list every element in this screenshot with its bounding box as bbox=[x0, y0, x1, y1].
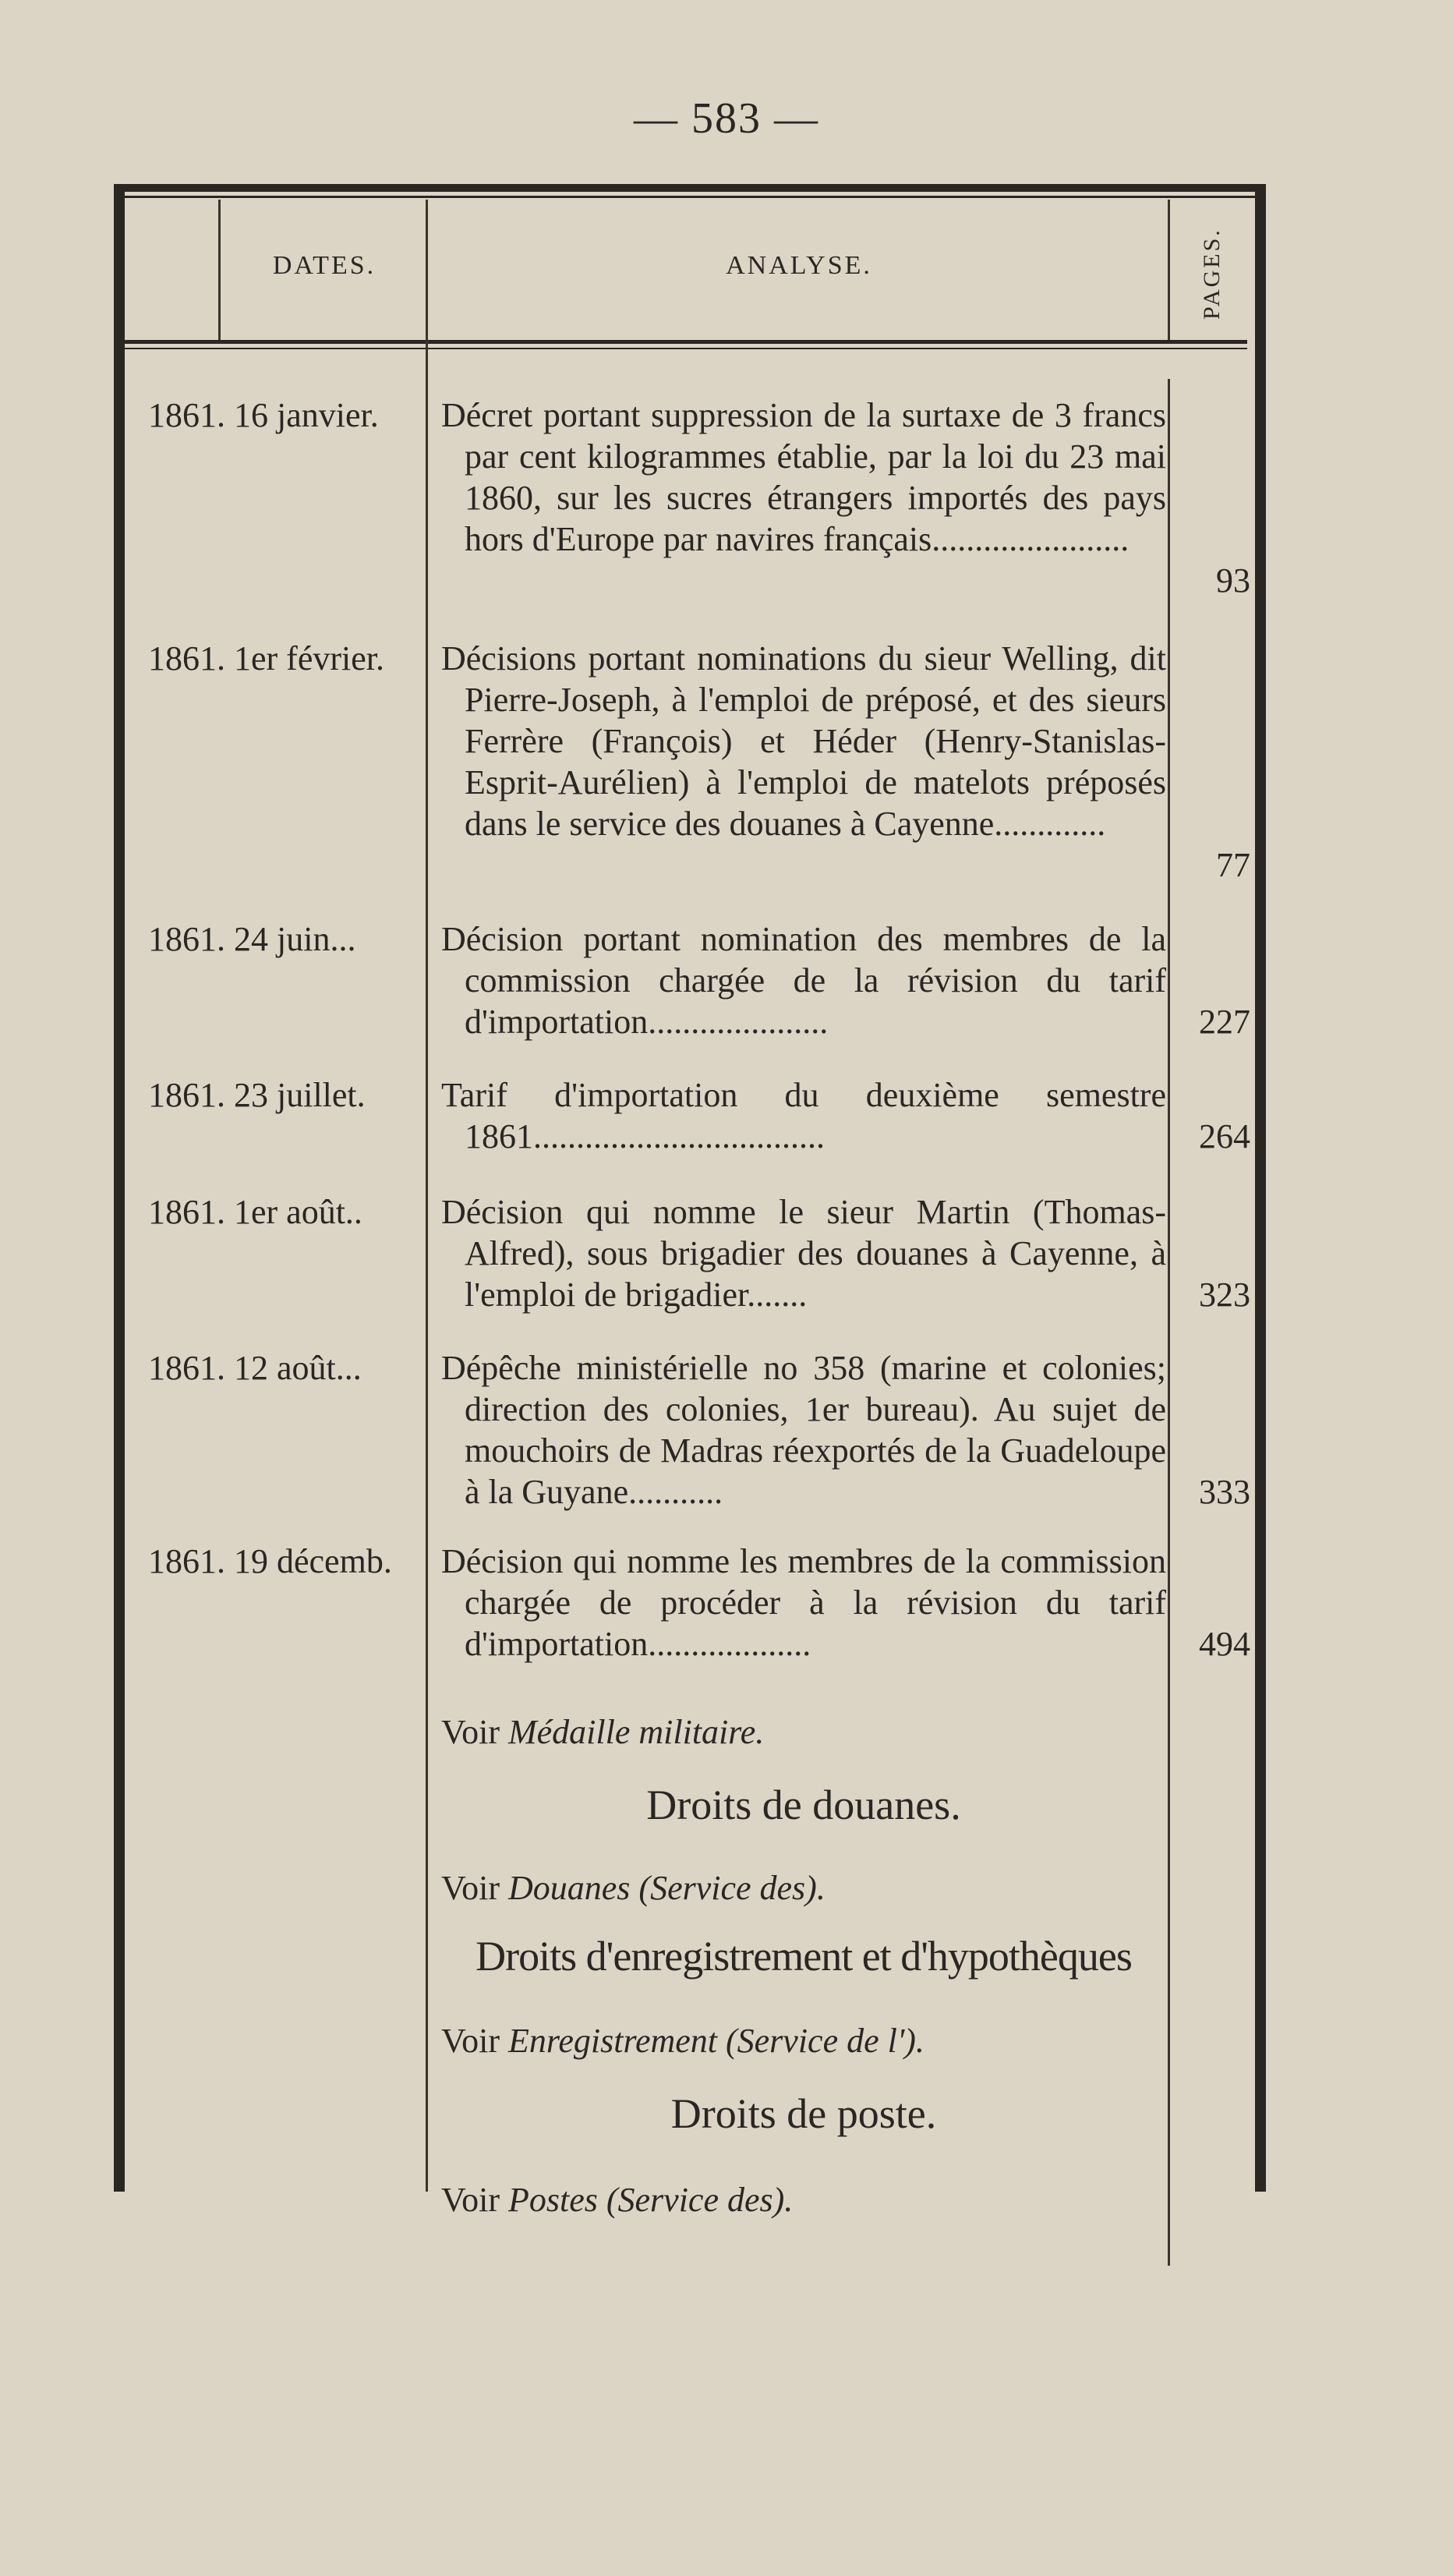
top-rule bbox=[114, 184, 1266, 192]
ref-target: Enregistrement (Service de l'). bbox=[507, 2022, 924, 2060]
entry-text: Décisions portant nominations du sieur Welling, dit Pierre-Joseph, à l'emploi de préposé, et des sieurs Ferrère (François) et Héder (Henry-Stanislas-Esprit-Aurélien) à l'emploi de matelots préposés dans le service des douanes à Cayenne............. bbox=[441, 639, 1166, 843]
entry-text: Décision qui nomme les membres de la commission chargée de procéder à la révision du tarif d'importation................... bbox=[441, 1542, 1166, 1663]
voir-label: Voir bbox=[441, 1713, 500, 1751]
entry-analysis bbox=[441, 1347, 1166, 1513]
entry-page: 333 bbox=[1199, 1473, 1250, 1511]
entry-text: Dépêche ministérielle no 358 (marine et colonies; direction des colonies, 1er bureau). Au sujet de mouchoirs de Madras réexportés de la Guadeloupe à la Guyane........... bbox=[441, 1349, 1166, 1511]
header-dates: DATES. bbox=[272, 251, 377, 280]
entry-page: 227 bbox=[1199, 1003, 1250, 1041]
entry-page: 77 bbox=[1216, 846, 1250, 884]
voir-label: Voir bbox=[441, 2022, 500, 2060]
entry-analysis bbox=[441, 918, 1166, 1042]
index-table bbox=[114, 184, 1266, 2219]
ref-target: Médaille militaire. bbox=[507, 1713, 765, 1751]
cross-reference bbox=[441, 1712, 1166, 1752]
entry-analysis bbox=[441, 395, 1166, 560]
entry-page: 494 bbox=[1199, 1625, 1250, 1663]
entry-analysis bbox=[441, 638, 1166, 844]
ref-target: Postes (Service des). bbox=[507, 2181, 794, 2219]
section-heading: Droits d'enregistrement et d'hypothèques bbox=[475, 1933, 1132, 1980]
right-border bbox=[1255, 184, 1266, 2192]
entry-date: 1861. 23 juillet. bbox=[148, 1076, 366, 1114]
left-border bbox=[114, 184, 125, 2192]
section-heading: Droits de douanes. bbox=[646, 1782, 961, 1828]
entry-analysis bbox=[441, 1191, 1166, 1315]
entry-text: Décision portant nomination des membres de la commission chargée de la révision du tarif d'importation..................... bbox=[441, 920, 1166, 1041]
section-heading: Droits de poste. bbox=[670, 2090, 937, 2137]
entry-analysis bbox=[441, 1074, 1166, 1157]
entry-text: Décret portant suppression de la surtaxe de 3 francs par cent kilogrammes établie, par la loi du 23 mai 1860, sur les sucres étrangers importés des pays hors d'Europe par navires français....................... bbox=[441, 396, 1166, 558]
page-number: — 583 — bbox=[634, 94, 819, 143]
voir-label: Voir bbox=[441, 1869, 500, 1907]
header-rule bbox=[125, 340, 1247, 344]
entry-date: 1861. 1er août.. bbox=[148, 1193, 362, 1231]
entry-analysis bbox=[441, 1541, 1166, 1665]
entry-page: 323 bbox=[1199, 1276, 1250, 1314]
header-rule-thin bbox=[125, 348, 1247, 349]
entry-text: Tarif d'importation du deuxième semestre 1861.................................. bbox=[441, 1076, 1166, 1155]
entry-page: 93 bbox=[1216, 561, 1250, 600]
cross-reference bbox=[441, 2021, 1166, 2061]
header-pages: PAGES. bbox=[1199, 228, 1225, 320]
entry-date: 1861. 16 janvier. bbox=[148, 396, 379, 434]
entry-date: 1861. 24 juin... bbox=[148, 920, 356, 958]
entry-date: 1861. 12 août... bbox=[148, 1349, 362, 1387]
entry-page: 264 bbox=[1199, 1117, 1250, 1155]
entry-date: 1861. 19 décemb. bbox=[148, 1542, 392, 1580]
entry-text: Décision qui nomme le sieur Martin (Thomas-Alfred), sous brigadier des douanes à Cayenne, à l'emploi de brigadier....... bbox=[441, 1193, 1166, 1314]
cross-reference bbox=[441, 2180, 1166, 2220]
ref-target: Douanes (Service des). bbox=[507, 1869, 825, 1907]
column-divider bbox=[426, 200, 428, 2192]
cross-reference bbox=[441, 1868, 1166, 1908]
column-divider bbox=[1168, 379, 1170, 2266]
entry-date: 1861. 1er février. bbox=[148, 639, 384, 678]
voir-label: Voir bbox=[441, 2181, 500, 2219]
top-rule-thin bbox=[114, 196, 1266, 198]
column-divider bbox=[218, 200, 221, 340]
header-analyse: ANALYSE. bbox=[726, 251, 872, 280]
